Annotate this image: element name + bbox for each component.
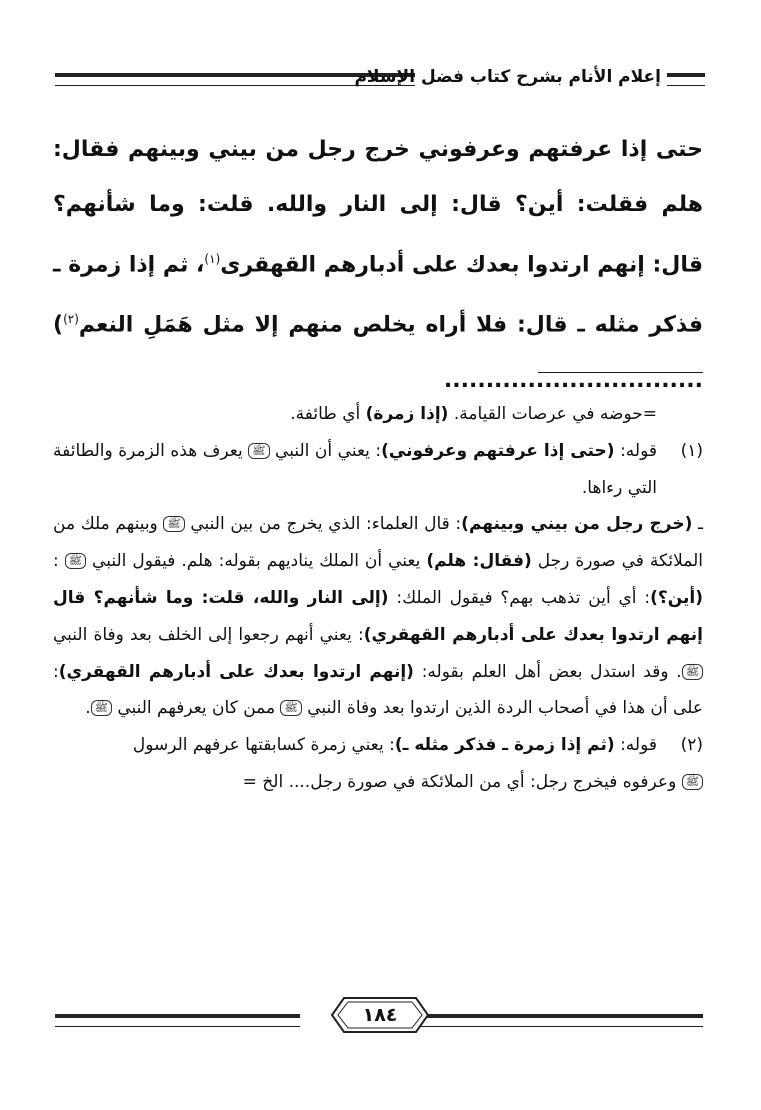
fn2-quote: (ثم إذا زمرة ـ فذكر مثله ـ) (394, 735, 615, 756)
closing-paren: ) (53, 312, 64, 338)
fn1-lead: قوله: (620, 440, 657, 461)
p2-text-7: : على أن هذا في أصحاب الردة الذين ارتدوا بعد وفاة النبي (53, 661, 703, 719)
fn1-quote: (حتى إذا عرفتهم وعرفوني) (381, 440, 615, 461)
footnote-ref-1[interactable]: (١) (204, 252, 221, 266)
hadith-text (53, 122, 703, 408)
footer-rule-left (55, 1014, 300, 1027)
hadith-part-2: ، ثم إذا زمرة ـ فذكر مثله ـ قال: فلا أراه يخلص منهم إلا مثل هَمَلِ النعم (53, 252, 703, 338)
running-header (55, 66, 705, 92)
p2-quote-1: (خرج رجل من بيني وبينهم) (461, 514, 693, 535)
footnote-2-text-continued (53, 764, 703, 801)
p2-text-6: . وقد استدل بعض أهل العلم بقوله: (421, 661, 682, 682)
header-rule-right (667, 73, 705, 86)
hadith-part-1: حتى إذا عرفتهم وعرفوني خرج رجل من بيني وبينهم فقال: هلم فقلت: أين؟ قال: إلى النار والله. قلت: وما شأنهم؟ قال: إنهم ارتدوا بعدك على أدبارهم القهقرى (53, 137, 703, 278)
footnote-1-text (53, 433, 657, 507)
carry-text: =حوضه في عرصات القيامة. (453, 404, 657, 424)
fn2-text-2: وعرفوه فيخرج رجل: أي من الملائكة في صورة رجل.... الخ = (242, 771, 677, 792)
salutation-icon: ﷺ (65, 553, 86, 569)
main-text (53, 122, 703, 408)
footnote-1-paragraph-2 (53, 506, 703, 727)
footnote-number-2: (٢) (680, 735, 703, 756)
p2-quote-2: (فقال: هلم) (426, 551, 532, 572)
fn1-text-2: يعرف هذه الزمرة والطائفة التي رءاها. (53, 440, 657, 498)
p2-quote-3: (أين؟) (650, 587, 704, 608)
footnote-number-1: (١) (680, 440, 703, 461)
dotted-fill: ............................... (443, 367, 703, 393)
salutation-icon: ﷺ (280, 700, 301, 716)
footnotes (53, 396, 703, 801)
salutation-icon: ﷺ (91, 700, 112, 716)
p2-dash: ـ (698, 514, 703, 535)
footnote-separator (538, 372, 703, 373)
salutation-icon: ﷺ (682, 774, 703, 790)
book-title: إعلام الأنام بشرح كتاب فضل الإسلام (354, 67, 661, 87)
salutation-icon: ﷺ (682, 664, 703, 680)
footnote-1 (53, 433, 703, 507)
footnote-2-text (53, 727, 657, 764)
salutation-icon: ﷺ (248, 443, 269, 459)
p2-text-4: : أي أين تذهب بهم؟ فيقول الملك: (396, 587, 651, 608)
page-number-box (330, 995, 430, 1035)
salutation-icon: ﷺ (163, 516, 184, 532)
p2-text-1: : قال العلماء: الذي يخرج من بين النبي (190, 514, 462, 535)
carry-gloss: أي طائفة. (290, 404, 361, 424)
footnote-ref-2[interactable]: (٢) (63, 312, 79, 327)
p2-quote-5: (إنهم ارتدوا بعدك على أدبارهم القهقري) (58, 661, 414, 682)
fn2-text: : يعني زمرة كسابقتها عرفهم الرسول (132, 735, 395, 756)
p2-text-2: وبينهم ملك من الملائكة في صورة رجل (53, 514, 704, 572)
fn2-lead: قوله: (620, 735, 657, 756)
p2-quote-4: (إلى النار والله، قلت: وما شأنهم؟ قال إنهم ارتدوا بعدك على أدبارهم القهقري) (53, 587, 703, 645)
footnote-continuation (53, 396, 703, 433)
p2-text-8: ممن كان يعرفهم النبي (117, 698, 276, 719)
p2-text-3: يعني أن الملك يناديهم بقوله: هلم. فيقول النبي (92, 551, 421, 572)
fn1-text: : يعني أن النبي (275, 440, 382, 461)
page-number: ١٨٤ (362, 1004, 398, 1026)
carry-quote: (إذا زمرة) (365, 404, 449, 424)
p2-period: . (85, 698, 91, 719)
p2-text-5: : يعني أنهم رجعوا إلى الخلف بعد وفاة النبي (53, 624, 364, 645)
footnote-2 (53, 727, 703, 764)
footer-rule-right (385, 1014, 703, 1027)
p2-colon: : (53, 551, 59, 572)
